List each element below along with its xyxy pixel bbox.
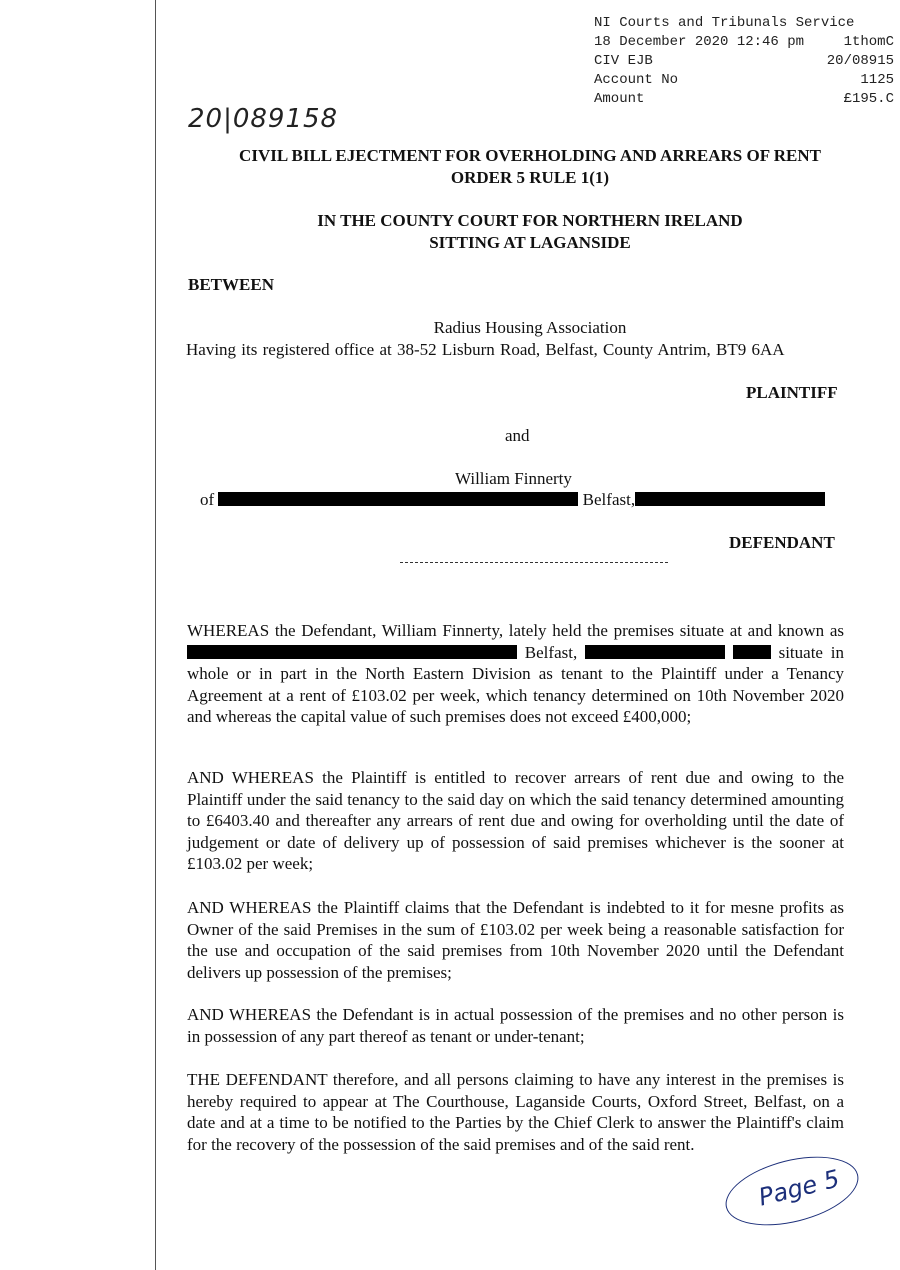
whereas-paragraph-3: AND WHEREAS the Plaintiff claims that the Defendant is indebted to it for mesne profits as Owner of the said Premises in the sum of £103.02 per week being a reasonable satisfaction for the use and occupation of the said premises from 10th November 2020 until the Defendant delivers up possession of the premises; [187,898,844,982]
document-title: CIVIL BILL EJECTMENT FOR OVERHOLDING AND ARREARS OF RENT ORDER 5 RULE 1(1) [239,146,821,187]
plaintiff-address: Having its registered office at 38-52 Lisburn Road, Belfast, County Antrim, BT9 6AA [186,340,785,359]
stamp-line-account: Account No 1125 [594,72,894,88]
page-number-stamp: Page 5 [724,1160,864,1230]
redaction-bar [635,492,825,506]
whereas-paragraph-1: WHEREAS the Defendant, William Finnerty, lately held the premises situate at and known as Belfast, situate in whole or in part in the North Eastern Division as tenant to the Plaintiff under a Tenancy Agreement at a rent of £103.02 per week, which tenancy determined on 10th November 2020 and whereas the capital value of such premises does not exceed £400,000; [187,621,844,726]
dashed-separator [400,562,668,563]
defendant-label: DEFENDANT [729,533,835,552]
redaction-bar [585,645,725,659]
and-separator: and [505,426,530,445]
redaction-bar [218,492,578,506]
defendant-address: of Belfast, [200,489,825,510]
court-receipt-stamp [594,14,894,109]
stamp-line-date: 18 December 2020 12:46 pm 1thomC [594,34,894,50]
plaintiff-label: PLAINTIFF [746,383,838,402]
between-label: BETWEEN [188,275,274,294]
stamp-line-service: NI Courts and Tribunals Service [594,15,855,31]
defendant-name: William Finnerty [455,469,572,488]
redaction-bar [733,645,771,659]
whereas-paragraph-2: AND WHEREAS the Plaintiff is entitled to recover arrears of rent due and owing to the Plaintiff under the said tenancy to the said day on which the said tenancy determined amounting to £6403.40 and thereafter any arrears of rent due and owing for overholding until the date of judgement or date of delivery up of possession of said premises whichever is the sooner at £103.02 per week; [187,768,844,873]
plaintiff-name: Radius Housing Association [433,318,627,337]
whereas-paragraph-4: AND WHEREAS the Defendant is in actual possession of the premises and no other person is in possession of any part thereof as tenant or under-tenant; [187,1005,844,1046]
stamp-line-amount: Amount £195.C [594,91,894,107]
left-margin-line [155,0,156,1270]
court-heading: IN THE COUNTY COURT FOR NORTHERN IRELAND SITTING AT LAGANSIDE [317,211,743,252]
defendant-summons-paragraph: THE DEFENDANT therefore, and all persons claiming to have any interest in the premises is hereby required to appear at The Courthouse, Laganside Courts, Oxford Street, Belfast, on a date and at a time to be notified to the Parties by the Chief Clerk to answer the Plaintiff's claim for the recovery of the possession of the said premises and of the said rent. [187,1070,844,1154]
handwritten-reference: 20|089158 [188,104,339,134]
stamp-line-civ: CIV EJB 20/08915 [594,53,894,69]
redaction-bar [187,645,517,659]
